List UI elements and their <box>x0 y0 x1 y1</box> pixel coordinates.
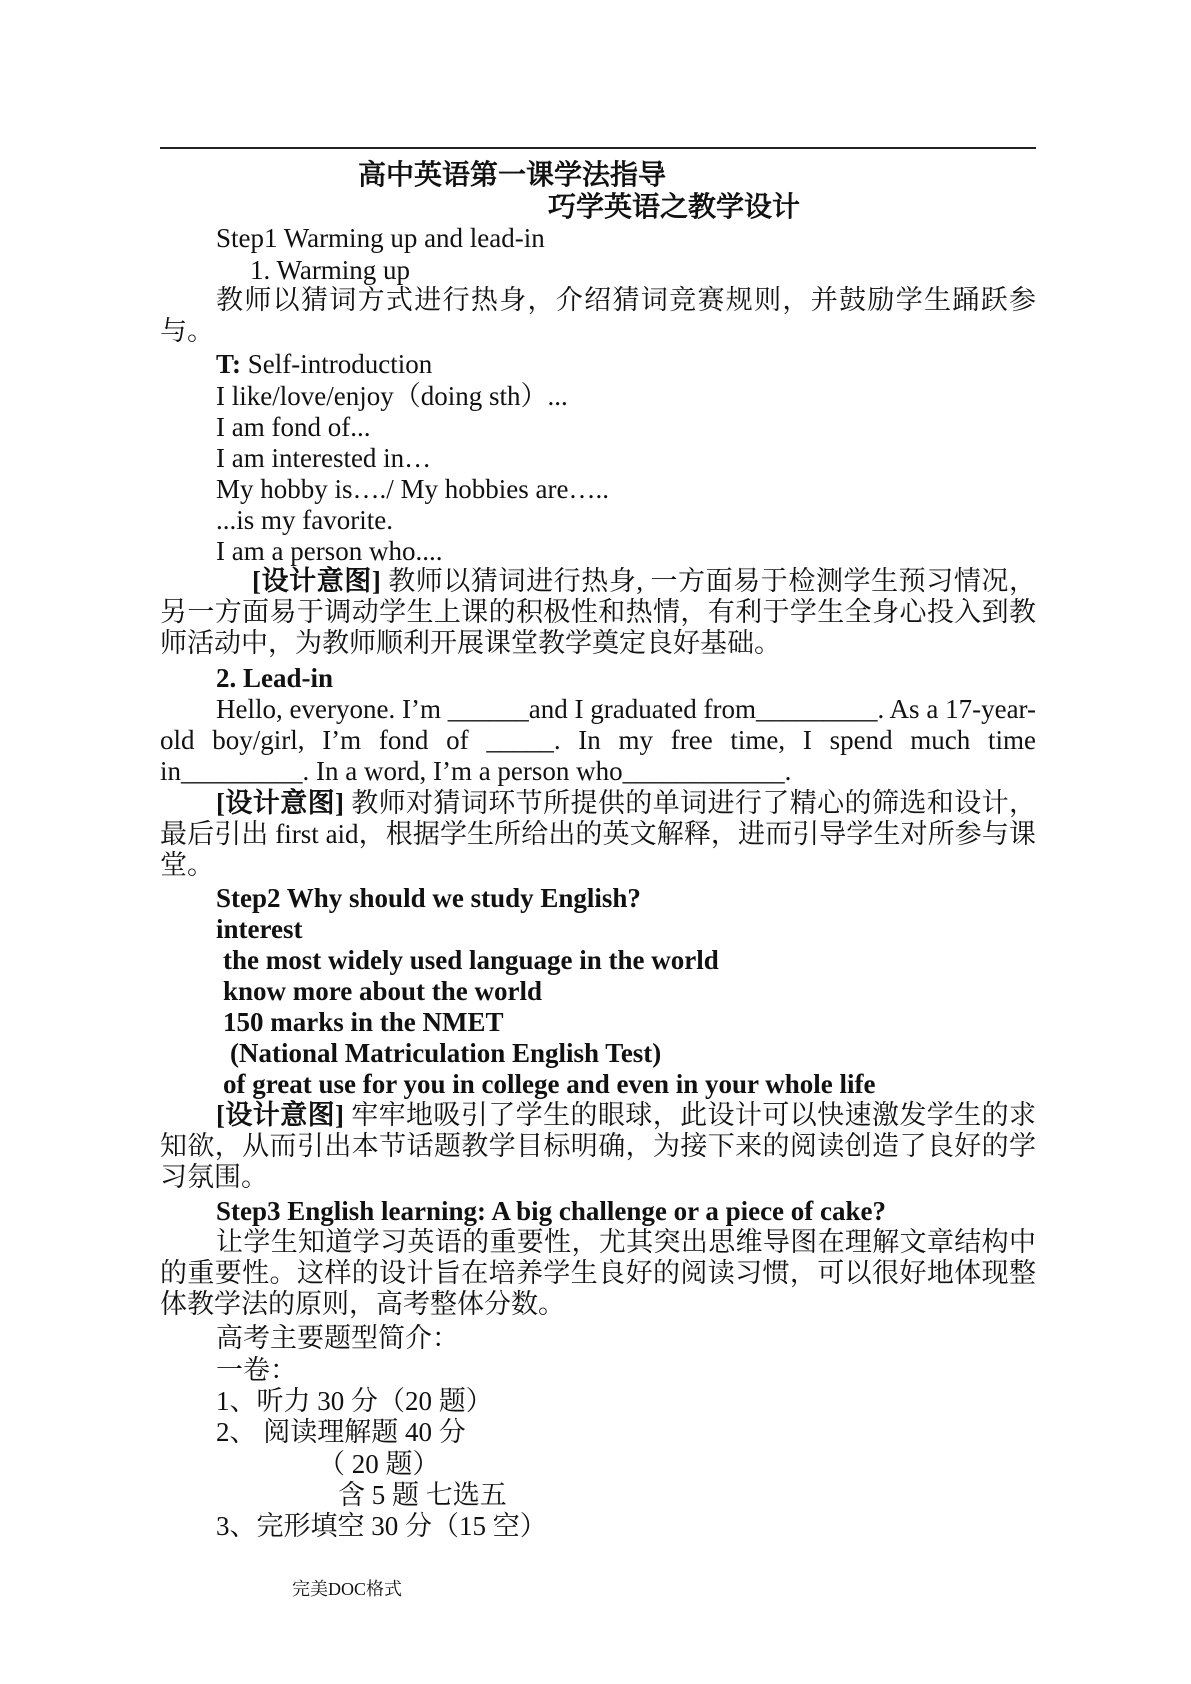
header-rule <box>160 147 1036 149</box>
teacher-label: T: <box>216 349 241 379</box>
reason-item: interest <box>216 914 303 944</box>
reason-item: 150 marks in the NMET <box>223 1007 504 1037</box>
reason-item: the most widely used language in the world <box>223 945 719 975</box>
design-intent-3 <box>160 1100 1036 1193</box>
exam-item: 3、完形填空 30 分（15 空） <box>216 1511 547 1541</box>
exam-item: 2、 阅读理解题 40 分 <box>216 1417 466 1447</box>
page-footer: 完美DOC格式 <box>292 1579 403 1599</box>
phrase-line: I like/love/enjoy（doing sth）... <box>216 381 568 411</box>
lead-in-subheading: 2. Lead-in <box>216 663 334 693</box>
design-intent-text: 牢牢地吸引了学生的眼球，此设计可以快速激发学生的求知欲，从而引出本节话题教学目标明确，为接下来的阅读创造了良好的学习氛围。 <box>160 1100 1037 1192</box>
title-line-1: 高中英语第一课学法指导 <box>358 160 667 191</box>
design-intent-text: 教师对猜词环节所提供的单词进行了精心的筛选和设计，最后引出 first aid，根据学生所给出的英文解释，进而引导学生对所参与课堂。 <box>160 788 1037 880</box>
exam-intro: 高考主要题型简介： <box>216 1323 459 1353</box>
design-intent-label: [设计意图] <box>216 788 345 818</box>
reason-item: of great use for you in college and even in your whole life <box>223 1069 876 1099</box>
warming-up-paragraph: 教师以猜词方式进行热身，介绍猜词竞赛规则，并鼓励学生踊跃参与。 <box>160 285 1036 346</box>
phrase-line: My hobby is…./ My hobbies are….. <box>216 474 609 504</box>
phrase-line: I am a person who.... <box>216 536 443 566</box>
title-line-2: 巧学英语之教学设计 <box>548 192 801 223</box>
reason-item: (National Matriculation English Test) <box>230 1038 662 1068</box>
design-intent-1 <box>160 566 1036 659</box>
lead-in-paragraph: Hello, everyone. I’m ______and I graduated from_________. As a 17-year-old boy/girl, I’m fond of _____. In my free time, I spend much time in_________. In a word, I’m a person who____________. <box>160 694 1036 786</box>
step3-paragraph: 让学生知道学习英语的重要性，尤其突出思维导图在理解文章结构中的重要性。这样的设计旨在培养学生良好的阅读习惯，可以很好地体现整体教学法的原则，高考整体分数。 <box>160 1227 1036 1319</box>
self-intro-text: Self-introduction <box>247 349 433 379</box>
exam-item-detail: 含 5 题 七选五 <box>338 1480 507 1510</box>
step1-heading: Step1 Warming up and lead-in <box>216 223 545 253</box>
design-intent-label: [设计意图] <box>216 1100 345 1130</box>
step2-heading: Step2 Why should we study English? <box>216 883 641 913</box>
exam-part1: 一卷： <box>216 1355 297 1385</box>
phrase-line: I am interested in… <box>216 443 432 473</box>
step3-heading: Step3 English learning: A big challenge or a piece of cake? <box>216 1196 887 1226</box>
design-intent-2 <box>160 788 1036 881</box>
self-intro-line <box>216 348 432 380</box>
warming-up-subheading: 1. Warming up <box>250 255 411 285</box>
design-intent-text: 教师以猜词进行热身, 一方面易于检测学生预习情况，另一方面易于调动学生上课的积极性和热情，有利于学生全身心投入到教师活动中，为教师顺利开展课堂教学奠定良好基础。 <box>160 566 1036 658</box>
exam-item: 1、听力 30 分（20 题） <box>216 1386 493 1416</box>
phrase-line: I am fond of... <box>216 412 371 442</box>
reason-item: know more about the world <box>223 976 543 1006</box>
phrase-line: ...is my favorite. <box>216 505 393 535</box>
exam-item-detail: （ 20 题） <box>318 1449 440 1479</box>
design-intent-label: [设计意图] <box>252 566 381 596</box>
